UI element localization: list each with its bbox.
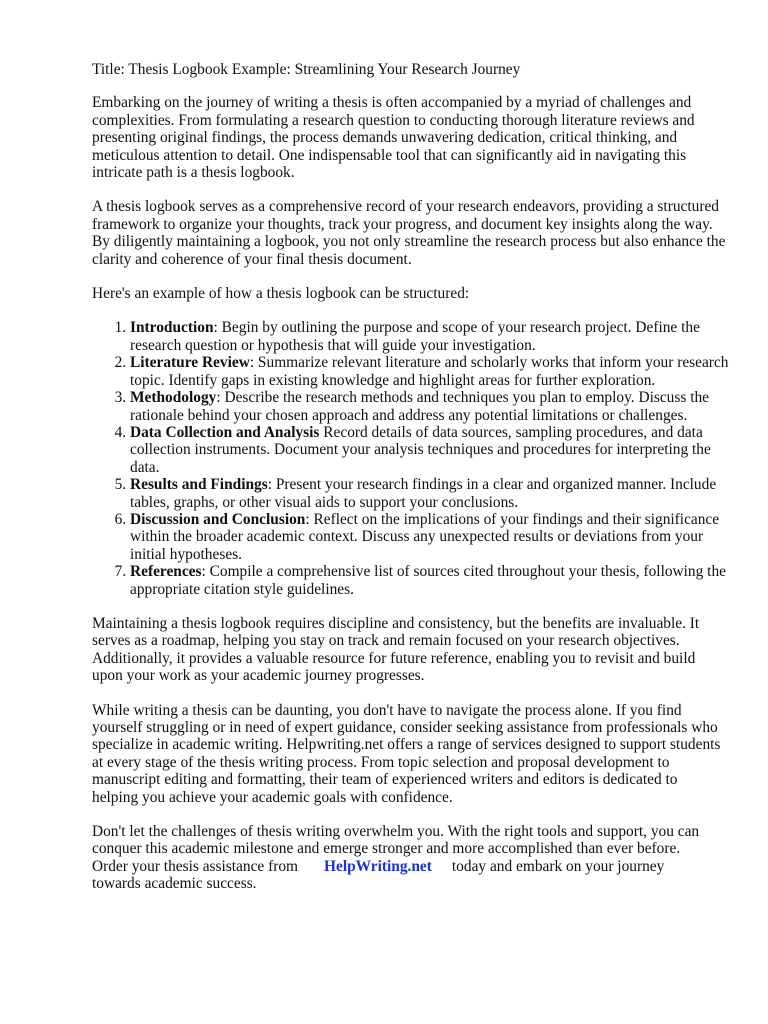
list-item-text: : Begin by outlining the purpose and scope of your research project. Define the research question or hypothesis that will guide your investigation.: [130, 319, 700, 354]
list-item: [130, 319, 730, 354]
helpwriting-link[interactable]: HelpWriting.net: [324, 857, 432, 875]
list-item-text: : Present your research findings in a clear and organized manner. Include tables, graphs, or other visual aids to support your conclusions.: [130, 476, 717, 511]
list-item-term: Methodology: [130, 389, 217, 407]
list-item: [130, 424, 730, 476]
list-item: [130, 563, 730, 598]
logbook-description-paragraph: A thesis logbook serves as a comprehensive record of your research endeavors, providing a structured framework to organize your thoughts, track your progress, and document key insights along the way. By diligently maintaining a logbook, you not only streamline the research process but also enhance the clarity and coherence of your final thesis document.: [92, 198, 726, 268]
list-item: [130, 354, 730, 389]
closing-paragraph: [92, 823, 712, 893]
list-item-text: : Compile a comprehensive list of sources cited throughout your thesis, following the appropriate citation style guidelines.: [130, 563, 726, 598]
example-lead-paragraph: Here's an example of how a thesis logbook can be structured:: [92, 285, 470, 303]
list-item-term: Literature Review: [130, 354, 250, 372]
list-item-text: Record details of data sources, sampling procedures, and data collection instruments. Document your analysis techniques and procedures for interpreting the data.: [130, 423, 711, 476]
intro-paragraph: Embarking on the journey of writing a thesis is often accompanied by a myriad of challenges and complexities. From formulating a research question to conducting thorough literature reviews and presenting original findings, the process demands unwavering dedication, critical thinking, and meticulous attention to detail. One indispensable tool that can significantly aid in navigating this intricate path is a thesis logbook.: [92, 94, 695, 182]
logbook-structure-list: [92, 319, 730, 598]
list-item-term: Introduction: [130, 319, 214, 337]
document-page: [92, 61, 729, 910]
document-title: Title: Thesis Logbook Example: Streamlining Your Research Journey: [92, 61, 521, 78]
list-item-text: : Reflect on the implications of your findings and their significance within the broader academic context. Discuss any unexpected results or deviations from your initial hypotheses.: [130, 510, 720, 563]
list-item-term: Results and Findings: [130, 476, 268, 494]
list-item-term: References: [130, 563, 202, 581]
list-item-term: Data Collection and Analysis: [130, 423, 320, 441]
list-item-text: : Describe the research methods and techniques you plan to employ. Discuss the rationale behind your chosen approach and address any potential limitations or challenges.: [130, 389, 710, 424]
list-item-term: Discussion and Conclusion: [130, 510, 306, 528]
closing-text-after: today and embark on your journey towards academic success.: [92, 857, 669, 893]
list-item: [130, 476, 730, 511]
list-item: [130, 511, 730, 563]
benefits-paragraph: Maintaining a thesis logbook requires discipline and consistency, but the benefits are invaluable. It serves as a roadmap, helping you stay on track and remain focused on your research objectives. Additionally, it provides a valuable resource for future reference, enabling you to revisit and build upon your work as your academic journey progresses.: [92, 614, 700, 685]
closing-text-before: Don't let the challenges of thesis writing overwhelm you. With the right tools and support, you can conquer this academic milestone and emerge stronger and more accomplished than ever before. Order your thesis assistance from: [92, 823, 703, 875]
assistance-paragraph: While writing a thesis can be daunting, you don't have to navigate the process alone. If you find yourself struggling or in need of expert guidance, consider seeking assistance from professionals who specialize in academic writing. Helpwriting.net offers a range of services designed to support students at every stage of the thesis writing process. From topic selection and proposal development to manuscript editing and formatting, their team of experienced writers and editors is dedicated to helping you achieve your academic goals with confidence.: [92, 701, 721, 806]
list-item: [130, 389, 730, 424]
list-item-text: : Summarize relevant literature and scholarly works that inform your research topic. Identify gaps in existing knowledge and highlight areas for further exploration.: [130, 354, 729, 389]
